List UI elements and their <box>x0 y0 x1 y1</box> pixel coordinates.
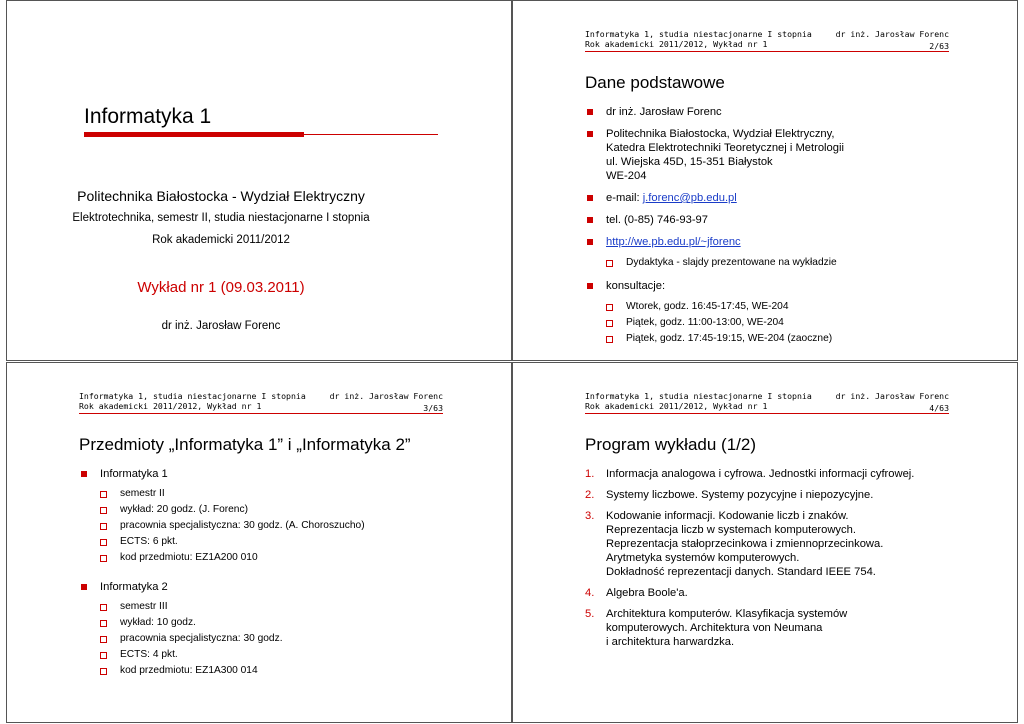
sub-bullet-icon <box>100 620 107 627</box>
sub-item: Piątek, godz. 17:45-19:15, WE-204 (zaoczne) <box>585 331 844 347</box>
sub-bullet-icon <box>100 507 107 514</box>
sub-bullet-icon <box>100 491 107 498</box>
bullet-list <box>585 105 844 355</box>
sub-bullet-icon <box>606 336 613 343</box>
header-course: Informatyka 1, studia niestacjonarne I stopnia <box>585 29 812 39</box>
slide-title: Informatyka 1 <box>84 105 212 128</box>
item-number: 1. <box>585 468 595 480</box>
list-item: 2. Systemy liczbowe. Systemy pozycyjne i niepozycyjne. <box>585 489 874 501</box>
lecture-line: Wykład nr 1 (09.03.2011) <box>137 279 305 296</box>
slide-title: Przedmioty „Informatyka 1” i „Informatyka 2” <box>79 435 411 454</box>
numbered-list <box>585 467 914 656</box>
sub-item: kod przedmiotu: EZ1A300 014 <box>79 663 365 679</box>
sub-item: Wtorek, godz. 16:45-17:45, WE-204 <box>585 299 844 315</box>
header-author: dr inż. Jarosław Forenc <box>835 391 949 401</box>
sub-bullet-icon <box>606 304 613 311</box>
sub-item: wykład: 10 godz. <box>79 615 365 631</box>
bullet-icon <box>587 195 593 201</box>
slide-3 <box>6 362 512 723</box>
bullet-icon <box>587 131 593 137</box>
header-year: Rok akademicki 2011/2012, Wykład nr 1 <box>79 401 262 411</box>
page-number: 2/63 <box>929 41 949 51</box>
sub-bullet-icon <box>100 652 107 659</box>
header-year: Rok akademicki 2011/2012, Wykład nr 1 <box>585 39 768 49</box>
slide-1 <box>6 0 512 361</box>
header-author: dr inż. Jarosław Forenc <box>835 29 949 39</box>
item-number: 2. <box>585 489 595 501</box>
list-item: konsultacje: Wtorek, godz. 16:45-17:45, WE-204 Piątek, godz. 11:00-13:00, WE-204 Piątek, godz. 17:45-19:15, WE-204 (zaoczne) <box>585 279 844 347</box>
list-item <box>585 235 844 271</box>
list-item: Informatyka 2 semestr III wykład: 10 godz. pracownia specjalistyczna: 30 godz. ECTS: 4 pkt. kod przedmiotu: EZ1A300 014 <box>79 580 365 679</box>
header-course: Informatyka 1, studia niestacjonarne I stopnia <box>79 391 306 401</box>
item-number: 4. <box>585 587 595 599</box>
list-item: 5. Architektura komputerów. Klasyfikacja systemów komputerowych. Architektura von Neumana i architektura harwardzka. <box>585 608 848 648</box>
header-author: dr inż. Jarosław Forenc <box>329 391 443 401</box>
bullet-icon <box>587 283 593 289</box>
bullet-list <box>79 467 365 687</box>
slide-title: Program wykładu (1/2) <box>585 435 757 454</box>
sub-bullet-icon <box>100 668 107 675</box>
header-course: Informatyka 1, studia niestacjonarne I stopnia <box>585 391 812 401</box>
bullet-icon <box>81 471 87 477</box>
header-rule <box>79 413 443 414</box>
list-item: Informatyka 1 semestr II wykład: 20 godz. (J. Forenc) pracownia specjalistyczna: 30 godz. (A. Choroszucho) ECTS: 6 pkt. kod przedmiotu: EZ1A200 010 <box>79 467 365 566</box>
header-rule <box>585 413 949 414</box>
list-item: 3. Kodowanie informacji. Kodowanie liczb i znaków. Reprezentacja liczb w systemach komputerowych. Reprezentacja stałoprzecinkowa i zmiennoprzecinkowa. Arytmetyka systemów komputerowych. Dokładność reprezentacji danych. Standard IEEE 754. <box>585 510 884 578</box>
sub-item: wykład: 20 godz. (J. Forenc) <box>79 502 365 518</box>
bullet-icon <box>587 217 593 223</box>
list-item: Politechnika Białostocka, Wydział Elektryczny, Katedra Elektrotechniki Teoretycznej i Metrologii ul. Wiejska 45D, 15-351 Białystok WE-204 <box>585 127 844 183</box>
header-year: Rok akademicki 2011/2012, Wykład nr 1 <box>585 401 768 411</box>
sub-bullet-icon <box>100 636 107 643</box>
item-number: 5. <box>585 608 595 620</box>
year-line: Rok akademicki 2011/2012 <box>152 234 290 246</box>
header-rule <box>585 51 949 52</box>
slide-2 <box>512 0 1018 361</box>
sub-list <box>100 599 365 679</box>
sub-item: pracownia specjalistyczna: 30 godz. <box>79 631 365 647</box>
title-accent-bar <box>84 132 304 137</box>
sub-item: kod przedmiotu: EZ1A200 010 <box>79 550 365 566</box>
list-item: 1. Informacja analogowa i cyfrowa. Jednostki informacji cyfrowej. <box>585 468 915 480</box>
list-item: tel. (0-85) 746-93-97 <box>585 213 844 227</box>
sub-bullet-icon <box>100 604 107 611</box>
sub-bullet-icon <box>100 555 107 562</box>
sub-item: ECTS: 4 pkt. <box>79 647 365 663</box>
title-rule <box>304 134 438 135</box>
bullet-icon <box>587 109 593 115</box>
sub-bullet-icon <box>606 260 613 267</box>
bullet-icon <box>81 584 87 590</box>
sub-item: pracownia specjalistyczna: 30 godz. (A. Choroszucho) <box>79 518 365 534</box>
university-line: Politechnika Białostocka - Wydział Elektryczny <box>77 188 365 204</box>
sub-item: ECTS: 6 pkt. <box>79 534 365 550</box>
sub-list <box>606 299 844 347</box>
list-item: dr inż. Jarosław Forenc <box>585 105 844 119</box>
slide-title: Dane podstawowe <box>585 73 725 92</box>
homepage-link[interactable]: http://we.pb.edu.pl/~jforenc <box>606 236 741 248</box>
page-number: 4/63 <box>929 403 949 413</box>
page-number: 3/63 <box>423 403 443 413</box>
sub-item: semestr II <box>79 486 365 502</box>
sub-bullet-icon <box>100 523 107 530</box>
sub-list <box>606 255 844 271</box>
sub-bullet-icon <box>100 539 107 546</box>
sub-bullet-icon <box>606 320 613 327</box>
sub-item: Dydaktyka - slajdy prezentowane na wykładzie <box>585 255 844 271</box>
bullet-icon <box>587 239 593 245</box>
list-item: e-mail: j.forenc@pb.edu.pl <box>585 191 844 205</box>
sub-list <box>100 486 365 566</box>
list-item: 4. Algebra Boole'a. <box>585 587 688 599</box>
sub-item: Piątek, godz. 11:00-13:00, WE-204 <box>585 315 844 331</box>
item-number: 3. <box>585 510 595 522</box>
slide-4 <box>512 362 1018 723</box>
sub-item: semestr III <box>79 599 365 615</box>
email-link[interactable]: j.forenc@pb.edu.pl <box>642 192 737 204</box>
author-line: dr inż. Jarosław Forenc <box>161 320 281 332</box>
program-line: Elektrotechnika, semestr II, studia niestacjonarne I stopnia <box>72 212 370 224</box>
